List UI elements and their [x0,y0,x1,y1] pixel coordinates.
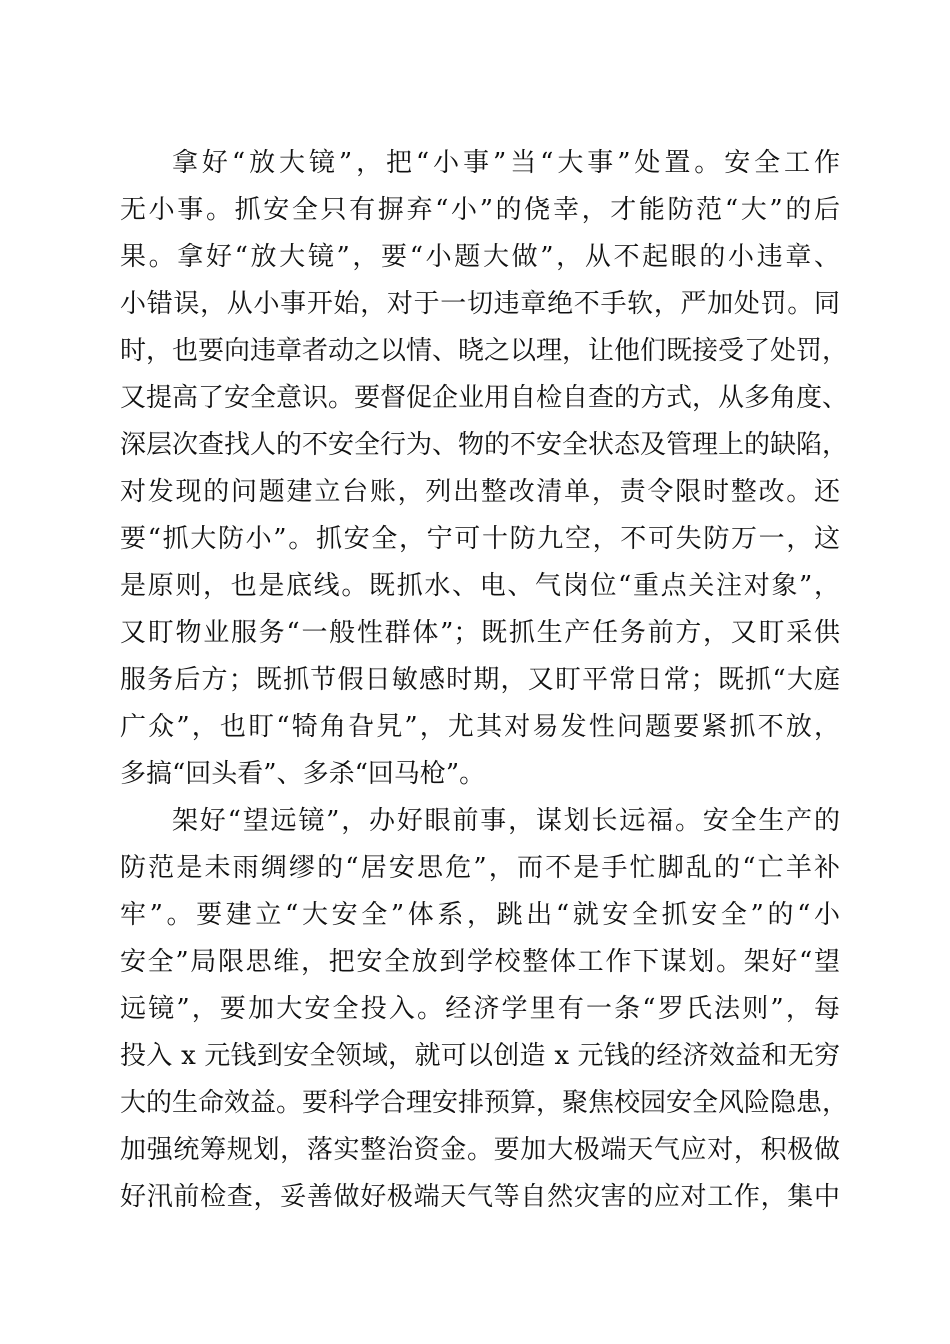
text-line: 架好“望远镜”，办好眼前事，谋划长远福。安全生产的 [172,806,840,836]
text-line: 广众”，也盯“犄角旮旯”，尤其对易发性问题要紧抓不放， [120,712,840,742]
text-line: 多搞“回头看”、多杀“回马枪”。 [120,759,486,789]
text-line: 对发现的问题建立台账，列出整改清单，责令限时整改。还 [120,477,840,507]
text-line: 牢”。要建立“大安全”体系，跳出“就安全抓安全”的“小 [120,900,840,930]
text-line: 果。拿好“放大镜”，要“小题大做”，从不起眼的小违章、 [120,242,840,272]
text-line: 服务后方；既抓节假日敏感时期，又盯平常日常；既抓“大庭 [120,665,840,695]
text-line: 时，也要向违章者动之以情、晓之以理，让他们既接受了处罚， [120,336,849,366]
text-line: 又盯物业服务“一般性群体”；既抓生产任务前方，又盯采供 [120,618,840,648]
text-line: 投入 x 元钱到安全领域，就可以创造 x 元钱的经济效益和无穷 [120,1041,840,1071]
text-line: 又提高了安全意识。要督促企业用自检自查的方式，从多角度、 [120,383,849,413]
text-line: 拿好“放大镜”，把“小事”当“大事”处置。安全工作 [172,148,840,178]
text-line: 远镜”，要加大安全投入。经济学里有一条“罗氏法则”，每 [120,994,840,1024]
text-line: 大的生命效益。要科学合理安排预算，聚焦校园安全风险隐患， [120,1088,849,1118]
text-line: 要“抓大防小”。抓安全，宁可十防九空，不可失防万一，这 [120,524,840,554]
text-line: 是原则，也是底线。既抓水、电、气岗位“重点关注对象”， [120,571,840,601]
text-line: 小错误，从小事开始，对于一切违章绝不手软，严加处罚。同 [120,289,840,319]
document-body [120,140,849,1221]
text-line: 好汛前检查，妥善做好极端天气等自然灾害的应对工作，集中 [120,1182,840,1212]
paragraph-magnifier [120,140,849,798]
text-line: 加强统筹规划，落实整治资金。要加大极端天气应对，积极做 [120,1135,840,1165]
text-line: 深层次查找人的不安全行为、物的不安全状态及管理上的缺陷， [120,430,849,460]
paragraph-telescope [120,798,849,1221]
text-line: 无小事。抓安全只有摒弃“小”的侥幸，才能防范“大”的后 [120,195,840,225]
text-line: 安全”局限思维，把安全放到学校整体工作下谋划。架好“望 [120,947,840,977]
text-line: 防范是未雨绸缪的“居安思危”，而不是手忙脚乱的“亡羊补 [120,853,840,883]
